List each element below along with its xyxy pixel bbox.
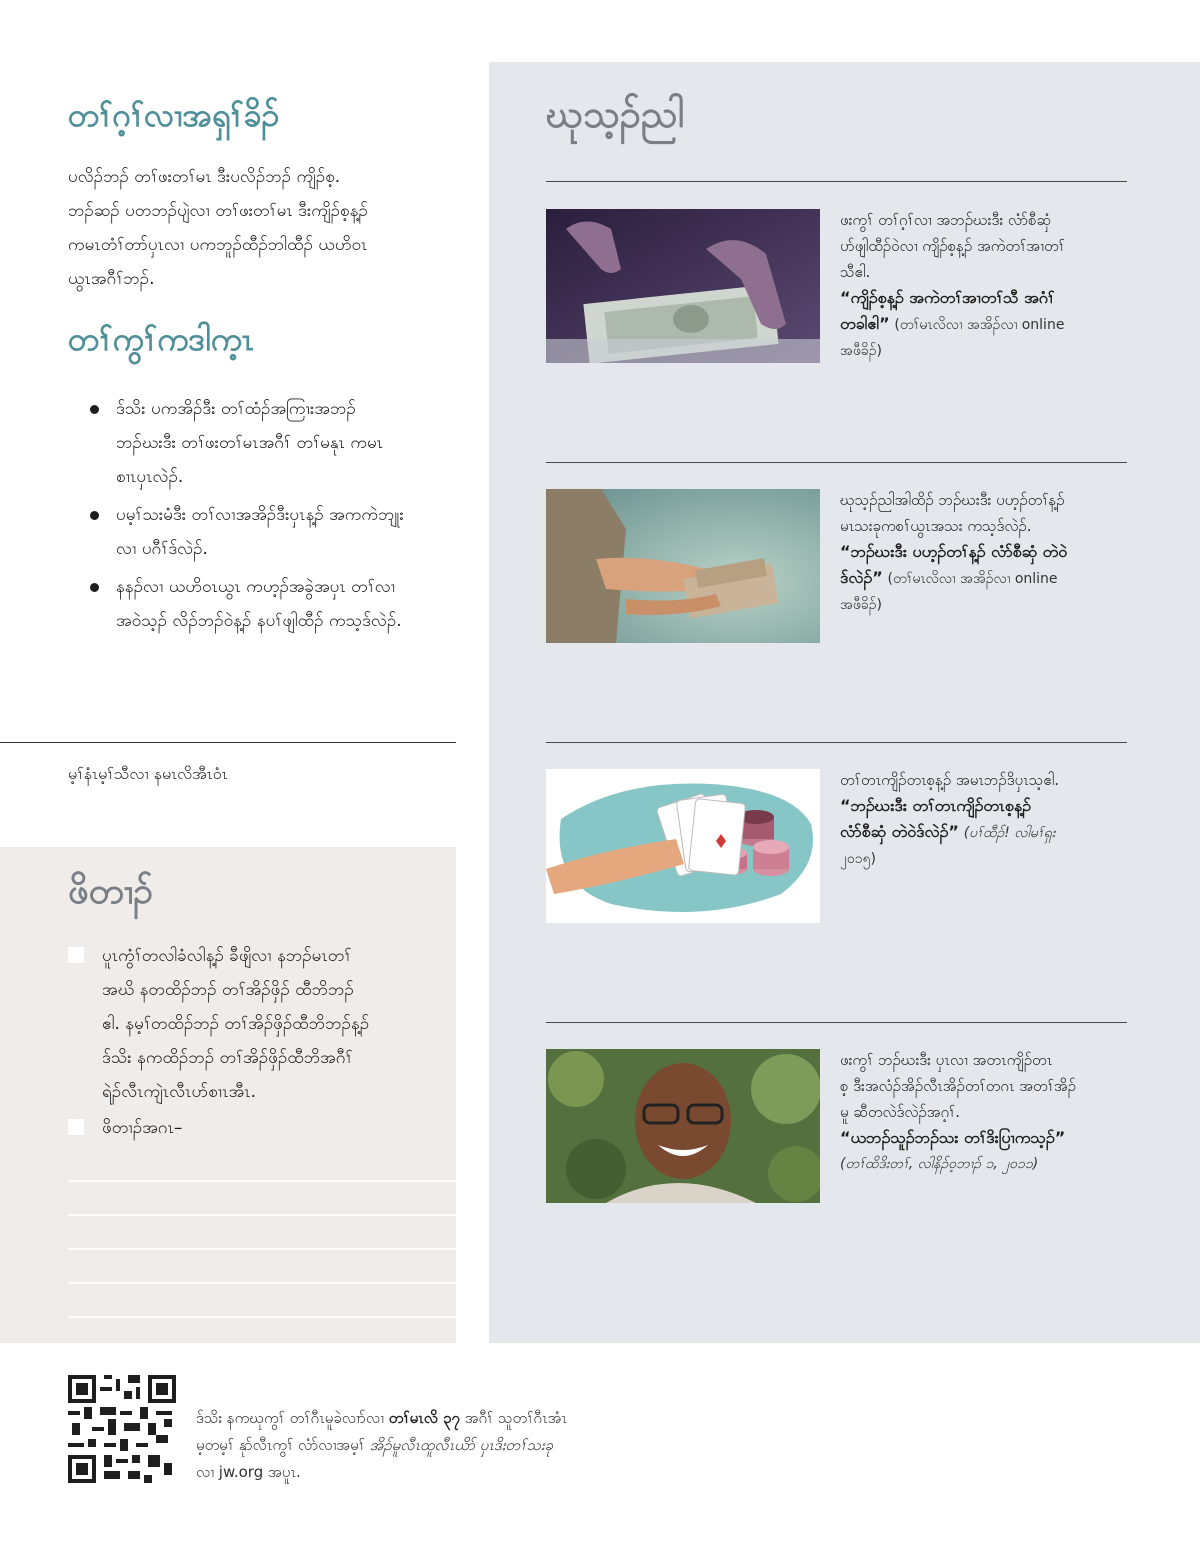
intro-line: ပလိၣ်ဘၣ် တၢ်ဖးတၢ်မၤ ဒီးပလိၣ်ဘၣ် ကျိၣ်စ့. [68,167,341,187]
bullet-icon [90,511,99,520]
divider [546,742,1127,743]
intro-line: ကမၤတံၢ်တာ်ပှၤလၢ ပကဘူၣ်ထီၣ်ဘါထီၣ် ယဟိဝၤ [68,235,368,255]
article-link[interactable]: “ယဘၣ်သူၣ်ဘၣ်သး တၢ်ဒိးပြၢကသ့ၣ်” (တၢ်ထိဒိးတၢ်, လါနိၣ်ဝ့ဘၢၣ် ၁, ၂၀၁၁) [840,1128,1066,1172]
left-column [0,0,456,1343]
writing-line[interactable] [68,1214,456,1216]
intro-line: ယွၤအဂီၢ်ဘၣ်. [68,269,155,289]
checkbox-icon[interactable] [68,1119,84,1135]
followup-question: မ့ၢ်နံၤမ့ၢ်သီလၢ နမၤလိအီၤဝံၤ [68,764,228,783]
explore-title: ဃုသ့ၣ်ညါ [546,92,685,136]
article-link[interactable]: “ကျိၣ်စ့န့ၣ် အကဲတၢ်အၢတၢ်သီ အဂံၢ် တခါဧါ” (တၢ်မၤလိလၢ အအိၣ်လၢ online အဖီခိၣ်) [840,288,1065,359]
footer [0,1343,1200,1543]
money-counting-image[interactable] [546,209,820,363]
writing-line[interactable] [68,1248,456,1250]
divider [546,462,1127,463]
review-item: နနၣ်လၢ ယဟိဝၤယွၤ ကဟ့ၣ်အခွဲအပှၤ တၢ်လၢ အဝဲသ့ၣ် လိၣ်ဘၣ်ဝဲန့ၣ် နပၢ်ဖျါထီၣ် ကသ့ဒ်လဲၣ်. [90,570,450,638]
qr-code-icon[interactable] [68,1375,176,1483]
review-item: ဒ်သိး ပကအိၣ်ဒီး တၢ်ထံၣ်အကြၢးအဘၣ် ဘၣ်ဃးဒီး တၢ်ဖးတၢ်မၤအဂီၢ် တၢ်မနုၤ ကမၤ စၢၤပှၤလဲၣ်. [90,392,450,494]
giving-gift-image[interactable] [546,489,820,643]
review-heading: တၢ်ကွၢ်ကဒါက့ၤ [68,320,254,358]
checkbox-icon[interactable] [68,947,84,963]
notes-title: ဖိတၢၣ် [68,871,154,912]
footer-instructions: ဒ်သိး နကဃုကွၢ် တၢ်ဂီၤမူခဲလၢာ်လၢ တၢ်မၤလိ ၃၇ အဂီၢ် သူတၢ်ဂီၤအံၤ မ့တမ့ၢ် နုာ်လီၤကွၢ် လံာ်လၢအမ့ၢ် အိၣ်မူလီၤထူလီၤယိာ် ပှၤဒိးတၢ်သးခု လၢ jw.org အပူၤ. [196,1405,716,1486]
divider [546,1022,1127,1023]
writing-line[interactable] [68,1282,456,1284]
checklist-item: ဖိတၢၣ်အဂၤ– [68,1111,428,1145]
bullet-icon [90,583,99,592]
jw-org-link[interactable]: လၢ jw.org အပူၤ. [196,1463,301,1481]
resource-text: တၢ်တၤကျိၣ်တၤစ့န့ၣ် အမၤဘၣ်ဒိပှၤသ့ဧါ. “ဘၣ်ဃးဒီး တၢ်တၤကျိၣ်တၤစ့န့ၣ် လံာ်စီဆှံ တဲဝဲဒ်လဲၣ်” (ပၢ်ထီၣ်! လါမၢ်ရှး ၂၀၁၅) [840,767,1125,872]
review-item: ပမ့ၢ်သးမံဒီး တၢ်လၢအအိၣ်ဒီးပှၤန့ၣ် အကကဲဘျုး လၢ ပဂီၢ်ဒ်လဲၣ်. [90,498,450,566]
explore-panel [489,62,1200,1343]
writing-line[interactable] [68,1316,456,1318]
resource-text: ဖးကွၢ် ဘၣ်ဃးဒီး ပှၤလၢ အတၤကျိၣ်တၤ စ့ ဒီးအလံၣ်အိၣ်လီၤအိၣ်တၢ်တဂၤ အတၢ်အိၣ် မူ ဆီတလဲဒ်လဲၣ်အဂ့ၢ်. “ယဘၣ်သူၣ်ဘၣ်သး တၢ်ဒိးပြၢကသ့ၣ်” (တၢ်ထိဒိးတၢ်, လါနိၣ်ဝ့ဘၢၣ် ၁, ၂၀၁၁) [840,1047,1125,1177]
writing-line[interactable] [68,1180,456,1182]
notes-box [0,847,456,1343]
article-link[interactable]: “ဘၣ်ဃးဒီး ပဟ့ၣ်တၢ်န့ၣ် လံာ်စီဆှံ တဲဝဲ ဒ်လဲၣ်” (တၢ်မၤလိလၢ အအိၣ်လၢ online အဖီခိၣ်) [840,542,1068,613]
review-list [90,392,450,642]
resource-text: ဃုသ့ၣ်ညါအါထိၣ် ဘၣ်ဃးဒီး ပဟ့ၣ်တၢ်န့ၣ် မၤသးခုကစၢ်ယွၤအသး ကသ့ဒ်လဲၣ်. “ဘၣ်ဃးဒီး ပဟ့ၣ်တၢ်န့ၣ် လံာ်စီဆှံ တဲဝဲ ဒ်လဲၣ်” (တၢ်မၤလိလၢ အအိၣ်လၢ online အဖီခိၣ်) [840,487,1125,618]
intro-line: ဘၣ်ဆၣ် ပတဘၣ်ပျဲလၢ တၢ်ဖးတၢ်မၤ ဒီးကျိၣ်စ့န့ၣ် [68,201,368,221]
gambling-cards-image[interactable] [546,769,820,923]
divider [0,742,456,743]
resource-text: ဖးကွၢ် တၢ်ဂ့ၢ်လၢ အဘၣ်ဃးဒီး လံာ်စီဆှံ ပာ်ဖျါထီၣ်ဝဲလၢ ကျိၣ်စ့န့ၣ် အကဲတၢ်အၢတၢ် သီဧါ. “ကျိၣ်စ့န့ၣ် အကဲတၢ်အၢတၢ်သီ အဂံၢ် တခါဧါ” (တၢ်မၤလိလၢ အအိၣ်လၢ online အဖီခိၣ်) [840,207,1125,364]
checklist-item: ပူၤကွံၢ်တလါခံလါန့ၣ် ခီဖျိလၢ နဘၣ်မၤတၢ် အဃိ နတထိၣ်ဘၣ် တၢ်အိၣ်ဖှိၣ် ထီဘိဘၣ် ဧါ. နမ့ၢ်တထိၣ်ဘၣ် တၢ်အိၣ်ဖှိၣ်ထီဘိဘၣ်န့ၣ် ဒ်သိး နကထိၣ်ဘၣ် တၢ်အိၣ်ဖှိၣ်ထီဘိအဂီၢ် ရဲၣ်လီၤကျဲၤလီၤပာ်စၢၤအီၤ. [68,939,428,1109]
intro-paragraph [68,160,448,296]
divider [546,181,1127,182]
bullet-icon [90,405,99,414]
article-link[interactable]: “ဘၣ်ဃးဒီး တၢ်တၤကျိၣ်တၤစ့န့ၣ် လံာ်စီဆှံ တဲဝဲဒ်လဲၣ်” (ပၢ်ထီၣ်! လါမၢ်ရှး ၂၀၁၅) [840,796,1056,867]
smiling-man-image[interactable] [546,1049,820,1203]
lesson-heading: တၢ်ဂ့ၢ်လၢအရှၢ်ခိၣ် [68,96,280,134]
